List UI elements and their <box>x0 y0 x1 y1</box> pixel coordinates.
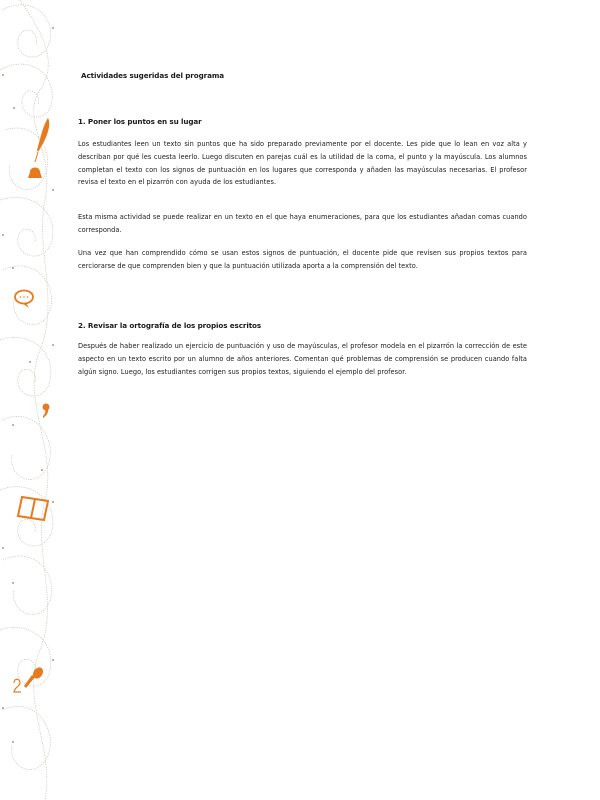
paragraph: Esta misma actividad se puede realizar en un texto en el que haya enumeraciones, para que los estudiantes añadan comas cuando corresponda. <box>78 213 527 234</box>
document-title: Actividades sugeridas del programa <box>81 71 224 80</box>
paragraph: Después de haber realizado un ejercicio de puntuación y uso de mayúsculas, el profesor modela en el pizarrón la corrección de este aspecto en un texto escrito por un alumno de años anteriores. Comentan qué problemas de comprensión se producen cuando falta algún signo. Luego, los estudiantes corrigen sus propios textos, siguiendo el ejemplo del profesor. <box>78 342 527 376</box>
paragraph: Los estudiantes leen un texto sin puntos que ha sido preparado previamente por el docente. Les pide que lo lean en voz alta y describan por qué les cuesta leerlo. Luego discuten en parejas cuál es la utilidad de la coma, el punto y la mayúscula. Los alumnos completan el texto con los signos de puntuación en los lugares que corresponda y añaden las mayúsculas necesarias. El profesor revisa el texto en el pizarrón con ayuda de los estudiantes. <box>78 140 527 187</box>
microphone-icon <box>14 666 45 692</box>
comma-icon <box>43 404 50 419</box>
section-heading: 2. Revisar la ortografía de los propios escritos <box>78 321 262 330</box>
section-heading: 1. Poner los puntos en su lugar <box>78 117 202 126</box>
speech-bubble-icon <box>15 291 33 309</box>
decorative-swirl-border <box>0 0 70 800</box>
paragraph: Una vez que han comprendido cómo se usan estos signos de puntuación, el docente pide que revisen sus propios textos para cerciorarse de que comprenden bien y que la puntuación utilizada aporta a la comprensión del texto. <box>78 249 527 270</box>
